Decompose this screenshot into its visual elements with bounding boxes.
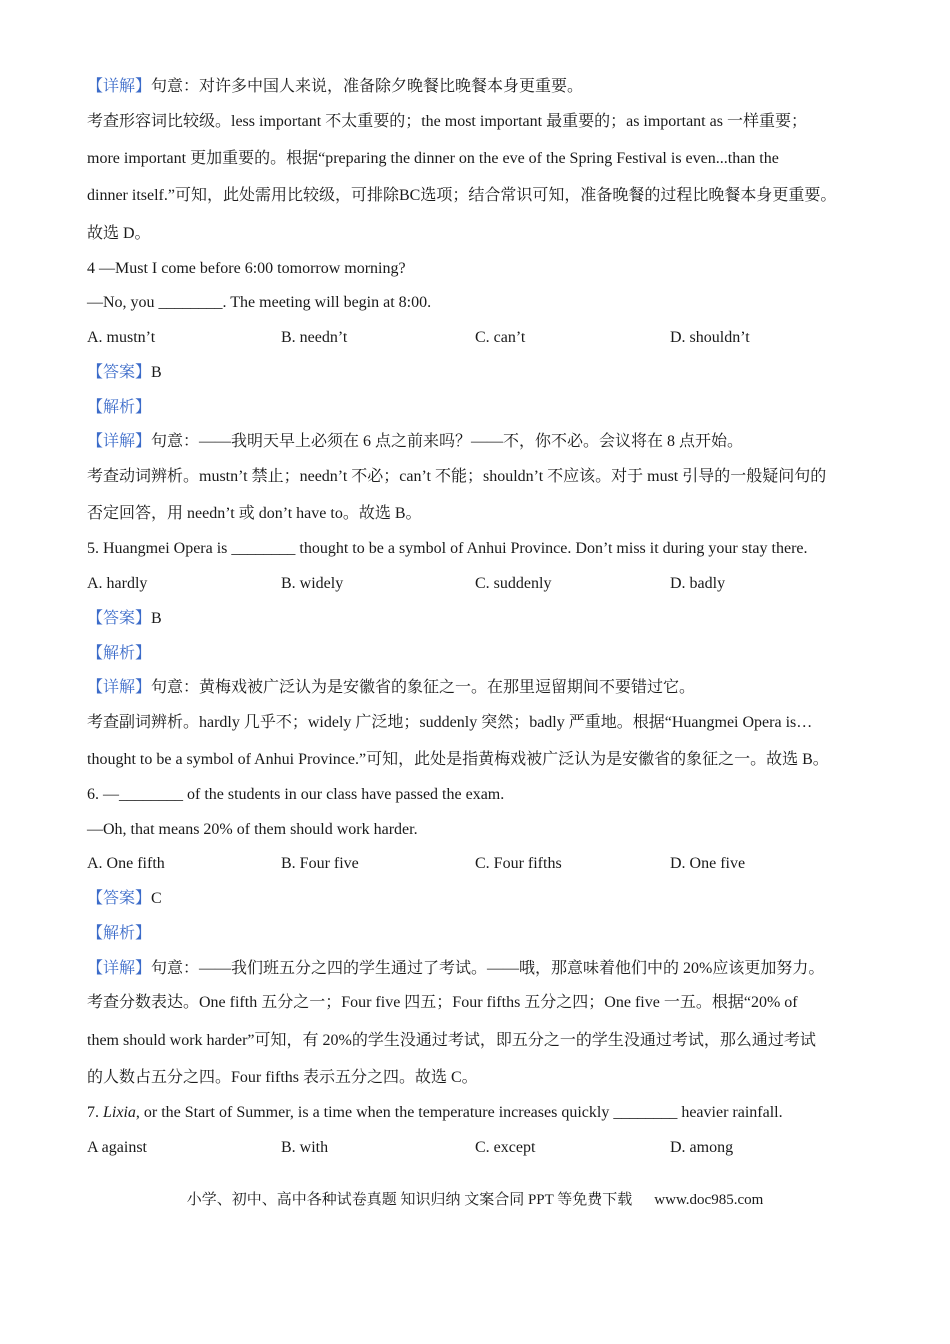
q7-option-a: A against (87, 1139, 147, 1156)
answer-tag: 【答案】 (87, 610, 152, 627)
q5-analysis-line: thought to be a symbol of Anhui Province.”可知，此处是指黄梅戏被广泛认为是安徽省的象征之一。故选 B。 (87, 751, 829, 768)
detail-tag: 【详解】 (87, 679, 152, 696)
q5-option-d: D. badly (670, 575, 726, 592)
question-number: 7. (87, 1104, 103, 1121)
q7-option-d: D. among (670, 1139, 734, 1156)
q6-analysis-line: them should work harder”可知，有 20%的学生没通过考试，即五分之一的学生没通过考试，那么通过考试 (87, 1032, 816, 1049)
q3-analysis-line: dinner itself.”可知，此处需用比较级，可排除BC选项；结合常识可知，准备晚餐的过程比晚餐本身更重要。 (87, 187, 837, 204)
q7-option-c: C. except (475, 1139, 536, 1156)
footer-site-link[interactable]: www.doc985.com (654, 1192, 764, 1208)
q4-option-d: D. shouldn’t (670, 329, 750, 346)
q5-analysis-tag (87, 644, 151, 664)
q6-detail-line (87, 959, 824, 979)
q4-stem: 4 —Must I come before 6:00 tomorrow morning? (87, 260, 406, 277)
q5-detail-line (87, 678, 695, 698)
q6-option-a: A. One fifth (87, 855, 165, 872)
q6-answer (87, 889, 162, 909)
q3-analysis-line: more important 更加重要的。根据“preparing the dinner on the eve of the Spring Festival is even...than the (87, 150, 779, 167)
q5-stem: 5. Huangmei Opera is ________ thought to be a symbol of Anhui Province. Don’t miss it during your stay there. (87, 540, 808, 557)
q5-option-b: B. widely (281, 575, 344, 592)
answer-tag: 【答案】 (87, 364, 152, 381)
q5-answer (87, 609, 162, 629)
q7-stem (87, 1103, 783, 1123)
answer-value: B (151, 610, 162, 627)
analysis-tag: 【解析】 (87, 645, 152, 662)
q4-analysis-tag (87, 398, 151, 418)
q6-analysis-line: 的人数占五分之四。Four fifths 表示五分之四。故选 C。 (87, 1069, 478, 1086)
q4-analysis-line: 考查动词辨析。mustn’t 禁止；needn’t 不必；can’t 不能；shouldn’t 不应该。对于 must 引导的一般疑问句的 (87, 468, 827, 485)
answer-value: B (151, 364, 162, 381)
q6-analysis-tag (87, 924, 151, 944)
q4-detail-line (87, 432, 743, 452)
answer-tag: 【答案】 (87, 890, 152, 907)
detail-text: 句意：——我们班五分之四的学生通过了考试。——哦，那意味着他们中的 20%应该更加努力。 (151, 960, 825, 977)
q4-option-a: A. mustn’t (87, 329, 156, 346)
stem-text: , or the Start of Summer, is a time when the temperature increases quickly ________ heavier rainfall. (135, 1104, 783, 1121)
q7-option-b: B. with (281, 1139, 329, 1156)
detail-tag: 【详解】 (87, 433, 152, 450)
q3-detail-line (87, 77, 583, 97)
q4-analysis-line: 否定回答，用 needn’t 或 don’t have to。故选 B。 (87, 505, 422, 522)
q6-option-b: B. Four five (281, 855, 359, 872)
analysis-tag: 【解析】 (87, 925, 152, 942)
q4-option-c: C. can’t (475, 329, 526, 346)
detail-tag: 【详解】 (87, 960, 152, 977)
footer-text: 小学、初中、高中各种试卷真题 知识归纳 文案合同 PPT 等免费下载 (186, 1192, 633, 1208)
answer-value: C (151, 890, 162, 907)
q5-option-a: A. hardly (87, 575, 148, 592)
detail-text: 句意：——我明天早上必须在 6 点之前来吗？——不，你不必。会议将在 8 点开始。 (151, 433, 744, 450)
detail-text: 句意：黄梅戏被广泛认为是安徽省的象征之一。在那里逗留期间不要错过它。 (151, 679, 696, 696)
page-footer (0, 1190, 950, 1210)
q6-option-c: C. Four fifths (475, 855, 562, 872)
q3-analysis-line: 故选 D。 (87, 225, 151, 242)
q6-stem: —Oh, that means 20% of them should work harder. (87, 821, 418, 838)
q4-answer (87, 363, 162, 383)
q5-option-c: C. suddenly (475, 575, 552, 592)
q5-analysis-line: 考查副词辨析。hardly 几乎不；widely 广泛地；suddenly 突然；badly 严重地。根据“Huangmei Opera is… (87, 714, 813, 731)
q6-option-d: D. One five (670, 855, 746, 872)
q6-analysis-line: 考查分数表达。One fifth 五分之一；Four five 四五；Four fifths 五分之四；One five 一五。根据“20% of (87, 994, 798, 1011)
q6-stem: 6. —________ of the students in our class have passed the exam. (87, 786, 505, 803)
q4-stem: —No, you ________. The meeting will begin at 8:00. (87, 294, 432, 311)
analysis-tag: 【解析】 (87, 399, 152, 416)
detail-tag: 【详解】 (87, 78, 152, 95)
detail-text: 句意：对许多中国人来说，准备除夕晚餐比晚餐本身更重要。 (151, 78, 584, 95)
q3-analysis-line: 考查形容词比较级。less important 不太重要的；the most important 最重要的；as important as 一样重要； (87, 113, 807, 130)
q4-option-b: B. needn’t (281, 329, 348, 346)
q7-term: Lixia (103, 1104, 136, 1121)
